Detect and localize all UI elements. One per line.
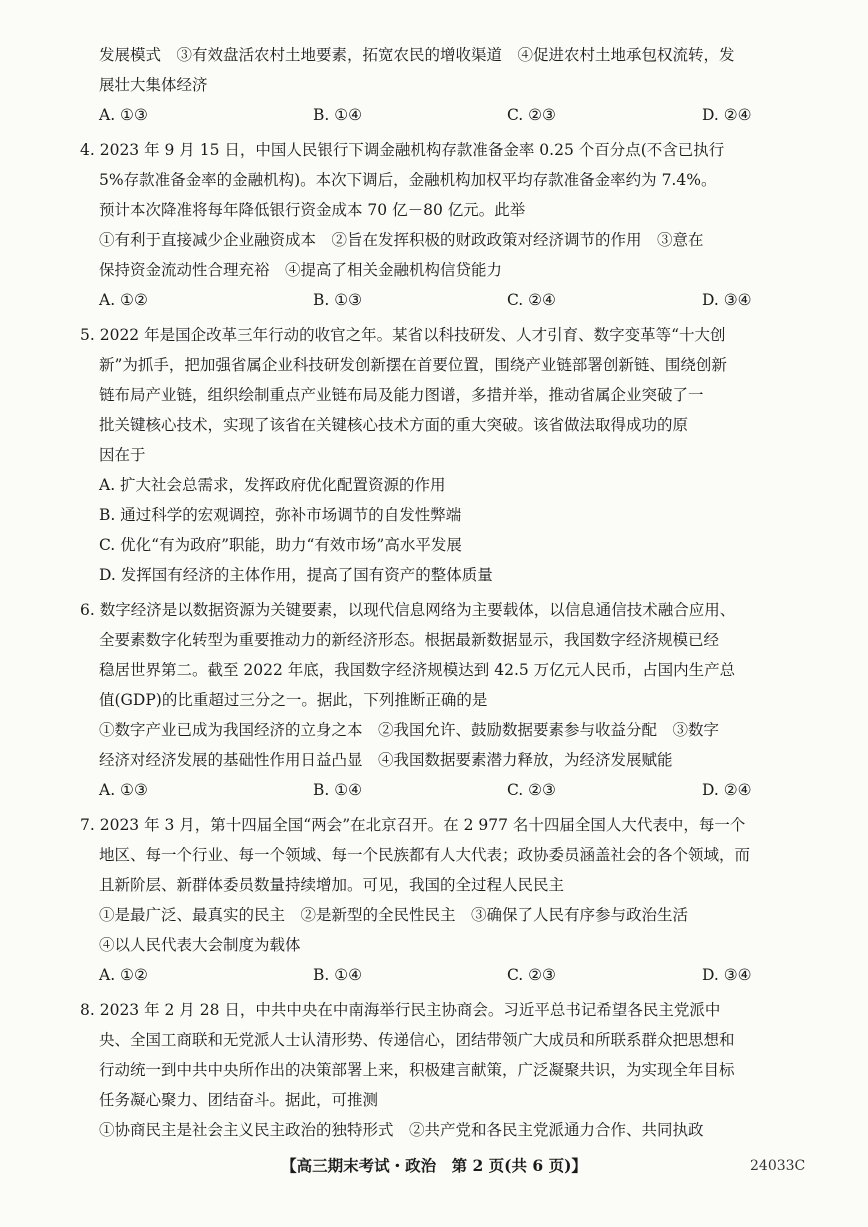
q5-line-4: 批关键核心技术，实现了该省在关键核心技术方面的重大突破。该省做法取得成功的原 — [99, 416, 689, 434]
q7-options — [99, 964, 799, 986]
q4-option-c: C. ②④ — [507, 291, 556, 309]
q5-line-5: 因在于 — [99, 446, 146, 464]
q6-option-b: B. ①④ — [313, 781, 363, 799]
q5-option-c: C. 优化“有为政府”职能，助力“有效市场”高水平发展 — [99, 536, 462, 554]
q8-line-3: 行动统一到中共中央所作出的决策部署上来，积极建言献策，广泛凝聚共识，为实现全年目标 — [99, 1061, 735, 1079]
q3-line-1: 发展模式 ③有效盘活农村土地要素，拓宽农民的增收渠道 ④促进农村土地承包权流转，发 — [99, 46, 735, 64]
q5-line-3: 链布局产业链，组织绘制重点产业链布局及能力图谱，多措并举，推动省属企业突破了一 — [99, 386, 704, 404]
q4-line-2: 5%存款准备金率的金融机构)。本次下调后，金融机构加权平均存款准备金率约为 7.4%。 — [99, 171, 717, 189]
q7-line-5: ④以人民代表大会制度为载体 — [99, 936, 301, 954]
q7-option-b: B. ①④ — [313, 966, 363, 984]
q4-options — [99, 289, 799, 311]
q7-option-d: D. ③④ — [702, 966, 752, 984]
q7-line-4: ①是最广泛、最真实的民主 ②是新型的全民性民主 ③确保了人民有序参与政治生活 — [99, 906, 689, 924]
q8-line-1: 8. 2023 年 2 月 28 日，中共中央在中南海举行民主协商会。习近平总书记希望各民主党派中 — [80, 1001, 721, 1019]
q4-line-5: 保持资金流动性合理充裕 ④提高了相关金融机构信贷能力 — [99, 261, 503, 279]
q8-line-2: 央、全国工商联和无党派人士认清形势、传递信心，团结带领广大成员和所联系群众把思想和 — [99, 1031, 735, 1049]
q4-line-3: 预计本次降准将每年降低银行资金成本 70 亿－80 亿元。此举 — [99, 201, 526, 219]
q4-line-4: ①有利于直接减少企业融资成本 ②旨在发挥积极的财政政策对经济调节的作用 ③意在 — [99, 231, 704, 249]
q3-line-2: 展壮大集体经济 — [99, 76, 208, 94]
q3-option-c: C. ②③ — [507, 106, 556, 124]
q6-option-c: C. ②③ — [507, 781, 556, 799]
q6-line-6: 经济对经济发展的基础性作用日益凸显 ④我国数据要素潜力释放，为经济发展赋能 — [99, 751, 673, 769]
page-footer-code: 24033C — [750, 1158, 806, 1174]
q4-line-1: 4. 2023 年 9 月 15 日，中国人民银行下调金融机构存款准备金率 0.25 个百分点(不含已执行 — [80, 141, 725, 159]
q3-option-b: B. ①④ — [313, 106, 363, 124]
q3-options — [99, 104, 799, 126]
q7-line-1: 7. 2023 年 3 月，第十四届全国“两会”在北京召开。在 2 977 名十四届全国人大代表中，每一个 — [80, 816, 746, 834]
q5-option-a: A. 扩大社会总需求，发挥政府优化配置资源的作用 — [99, 476, 446, 494]
q5-option-d: D. 发挥国有经济的主体作用，提高了国有资产的整体质量 — [99, 566, 493, 584]
q7-line-2: 地区、每一个行业、每一个领域、每一个民族都有人大代表；政协委员涵盖社会的各个领域，而 — [99, 846, 751, 864]
q7-option-a: A. ①② — [99, 966, 148, 984]
q6-line-1: 6. 数字经济是以数据资源为关键要素，以现代信息网络为主要载体，以信息通信技术融合应用、 — [80, 601, 736, 619]
q5-line-1: 5. 2022 年是国企改革三年行动的收官之年。某省以科技研发、人才引育、数字变革等“十大创 — [80, 326, 726, 344]
q6-line-3: 稳居世界第二。截至 2022 年底，我国数字经济规模达到 42.5 万亿元人民币，占国内生产总 — [99, 661, 736, 679]
q4-option-b: B. ①③ — [313, 291, 363, 309]
page-footer-title: 【高三期末考试・政治 第 2 页(共 6 页)】 — [281, 1156, 587, 1175]
q6-line-5: ①数字产业已成为我国经济的立身之本 ②我国允许、鼓励数据要素参与收益分配 ③数字 — [99, 721, 720, 739]
q6-option-a: A. ①③ — [99, 781, 148, 799]
q6-line-4: 值(GDP)的比重超过三分之一。据此，下列推断正确的是 — [99, 691, 488, 709]
q7-line-3: 且新阶层、新群体委员数量持续增加。可见，我国的全过程人民民主 — [99, 876, 565, 894]
q4-option-d: D. ③④ — [702, 291, 752, 309]
q6-option-d: D. ②④ — [702, 781, 752, 799]
q8-line-4: 任务凝心聚力、团结奋斗。据此，可推测 — [99, 1091, 379, 1109]
q6-line-2: 全要素数字化转型为重要推动力的新经济形态。根据最新数据显示，我国数字经济规模已经 — [99, 631, 720, 649]
q6-options — [99, 779, 799, 801]
q5-line-2: 新”为抓手，把加强省属企业科技研发创新摆在首要位置，围绕产业链部署创新链、围绕创新 — [99, 356, 727, 374]
q4-option-a: A. ①② — [99, 291, 148, 309]
q5-option-b: B. 通过科学的宏观调控，弥补市场调节的自发性弊端 — [99, 506, 462, 524]
q7-option-c: C. ②③ — [507, 966, 556, 984]
q8-line-5: ①协商民主是社会主义民主政治的独特形式 ②共产党和各民主党派通力合作、共同执政 — [99, 1121, 704, 1139]
q3-option-d: D. ②④ — [702, 106, 752, 124]
q3-option-a: A. ①③ — [99, 106, 148, 124]
